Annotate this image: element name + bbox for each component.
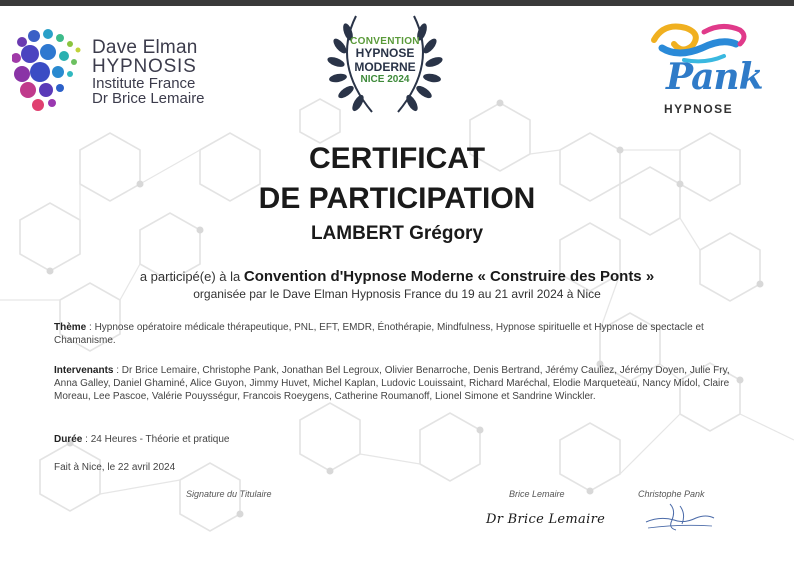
logo-line-dave-elman: Dave Elman [92,37,198,58]
duration-label: Durée [54,434,83,445]
theme-text: : Hypnose opératoire médicale thérapeutique, PNL, EFT, EMDR, Énothérapie, Mindfulness, Hypnose spirituelle et Hypnose de spectacle et Chamanisme. [54,322,704,346]
issue-date: Fait à Nice, le 22 avril 2024 [54,462,176,473]
duration-text: : 24 Heures - Théorie et pratique [82,434,230,445]
speakers-paragraph [54,364,744,403]
event-name: Convention d'Hypnose Moderne « Construire des Ponts » [243,268,655,285]
duration-paragraph [54,433,744,446]
laurel-line-hypnose: HYPNOSE [355,46,415,61]
participation-sentence [0,268,794,285]
convention-laurel-badge [326,8,444,120]
signature-holder-label: Signature du Titulaire [186,489,272,499]
speakers-label: Intervenants [54,365,114,376]
speakers-text: : Dr Brice Lemaire, Christophe Pank, Jonathan Bel Legroux, Olivier Benarroche, Denis Bertrand, Jérémy Cauliez, Jérémy Doyen, Julie Fry, Anna Galley, Daniel Ghaminé, Alice Guyon, Jimmy Huvet, Michel Kaplan, Ludovic Louissaint, Richard Maréchal, Elodie Marqueteau, Nancy Midol, Claire Moreau, Lee Pascoe, Valérie Pouysségur, Francois Roeygens, Catherine Roumanoff, Lionel Simone et Sandrine Winckler. [54,365,730,402]
laurel-line-convention: CONVENTION [350,36,420,47]
laurel-line-nice: NICE 2024 [360,74,410,86]
pank-hypnose-logo [644,18,763,118]
theme-paragraph [54,321,744,347]
logo-line-doctor: Dr Brice Lemaire [92,90,205,107]
theme-label: Thème [54,322,87,333]
pank-script-text: Pank [666,56,763,98]
brice-handwritten-signature: Dr Brice Lemaire [486,512,606,527]
pank-hypnose-text: HYPNOSE [664,102,734,116]
organiser-line: organisée par le Dave Elman Hypnosis France du 19 au 21 avril 2024 à Nice [193,287,601,301]
participation-prefix: a participé(e) à la [139,269,244,284]
logo-line-institute: Institute France [92,75,196,92]
signature-pank-label: Christophe Pank [638,489,705,499]
certificate-title-line1: CERTIFICAT [308,142,486,175]
certificate-title-line2: DE PARTICIPATION [258,182,536,215]
pank-signature-drawing [640,498,720,534]
dave-elman-logo [12,28,222,112]
logo-line-hypnosis: HYPNOSIS [92,56,197,77]
recipient-name: LAMBERT Grégory [310,223,484,244]
signature-brice-label: Brice Lemaire [509,489,565,499]
laurel-line-moderne: MODERNE [354,59,416,74]
head-dots-icon [12,28,90,112]
